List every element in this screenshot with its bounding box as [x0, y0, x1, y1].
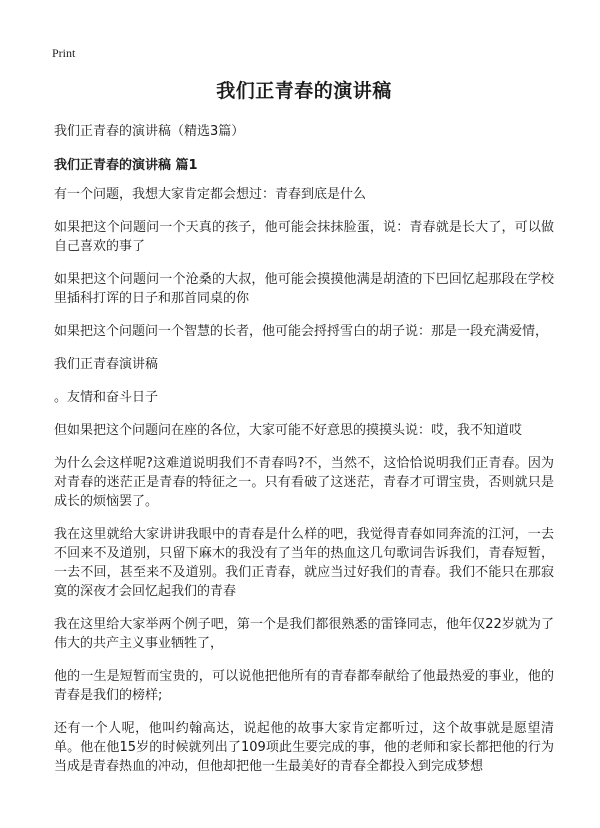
document-body: [54, 76, 554, 790]
paragraph: 如果把这个问题问一个天真的孩子，他可能会抹抹脸蛋，说：青春就是长大了，可以做自己喜欢的事了: [54, 220, 554, 254]
paragraph: 如果把这个问题问一个沧桑的大叔，他可能会摸摸他满是胡渣的下巴回忆起那段在学校里插科打诨的日子和那首同桌的你: [54, 272, 554, 306]
paragraph: 如果把这个问题问一个智慧的长者，他可能会捋捋雪白的胡子说：那是一段充满爱情，: [54, 324, 549, 339]
paragraph: 。友情和奋斗日子: [54, 390, 159, 405]
paragraph: 但如果把这个问题问在座的各位，大家可能不好意思的摸摸头说：哎，我不知道哎: [54, 423, 523, 438]
paragraph: 我在这里给大家举两个例子吧，第一个是我们都很熟悉的雷锋同志，他年仅22岁就为了伟大的共产主义事业牺牲了，: [54, 617, 554, 651]
paragraph: 还有一个人呢，他叫约翰高达，说起他的故事大家肯定都听过，这个故事就是愿望清单。他在他15岁的时候就列出了109项此生要完成的事，他的老师和家长都把他的行为当成是青春热血的冲动，但他却把他一生最美好的青春全都投入到完成梦想: [54, 721, 554, 774]
section-heading: 我们正青春的演讲稿 篇1: [54, 158, 198, 173]
paragraph: 我们正青春演讲稿: [54, 357, 159, 372]
paragraph: 为什么会这样呢?这难道说明我们不青春吗?不，当然不，这恰恰说明我们正青春。因为对青春的迷茫正是青春的特征之一。只有看破了这迷茫，青春才可谓宝贵，否则就只是成长的烦恼罢了。: [54, 456, 554, 509]
print-link[interactable]: Print: [52, 46, 76, 60]
document-title: 我们正青春的演讲稿: [216, 80, 392, 102]
paragraph: 我在这里就给大家讲讲我眼中的青春是什么样的吧，我觉得青春如同奔流的江河，一去不回来不及道别，只留下麻木的我没有了当年的热血这几句歌词告诉我们，青春短暂，一去不回，甚至来不及道别。我们正青春，就应当过好我们的青春。我们不能只在那寂寞的深夜才会回忆起我们的青春: [54, 527, 554, 599]
paragraph: 他的一生是短暂而宝贵的，可以说他把他所有的青春都奉献给了他最热爱的事业，他的青春是我们的榜样;: [54, 669, 554, 703]
paragraph: 有一个问题，我想大家肯定都会想过：青春到底是什么: [54, 187, 367, 202]
document-subtitle: 我们正青春的演讲稿（精选3篇）: [54, 124, 245, 139]
